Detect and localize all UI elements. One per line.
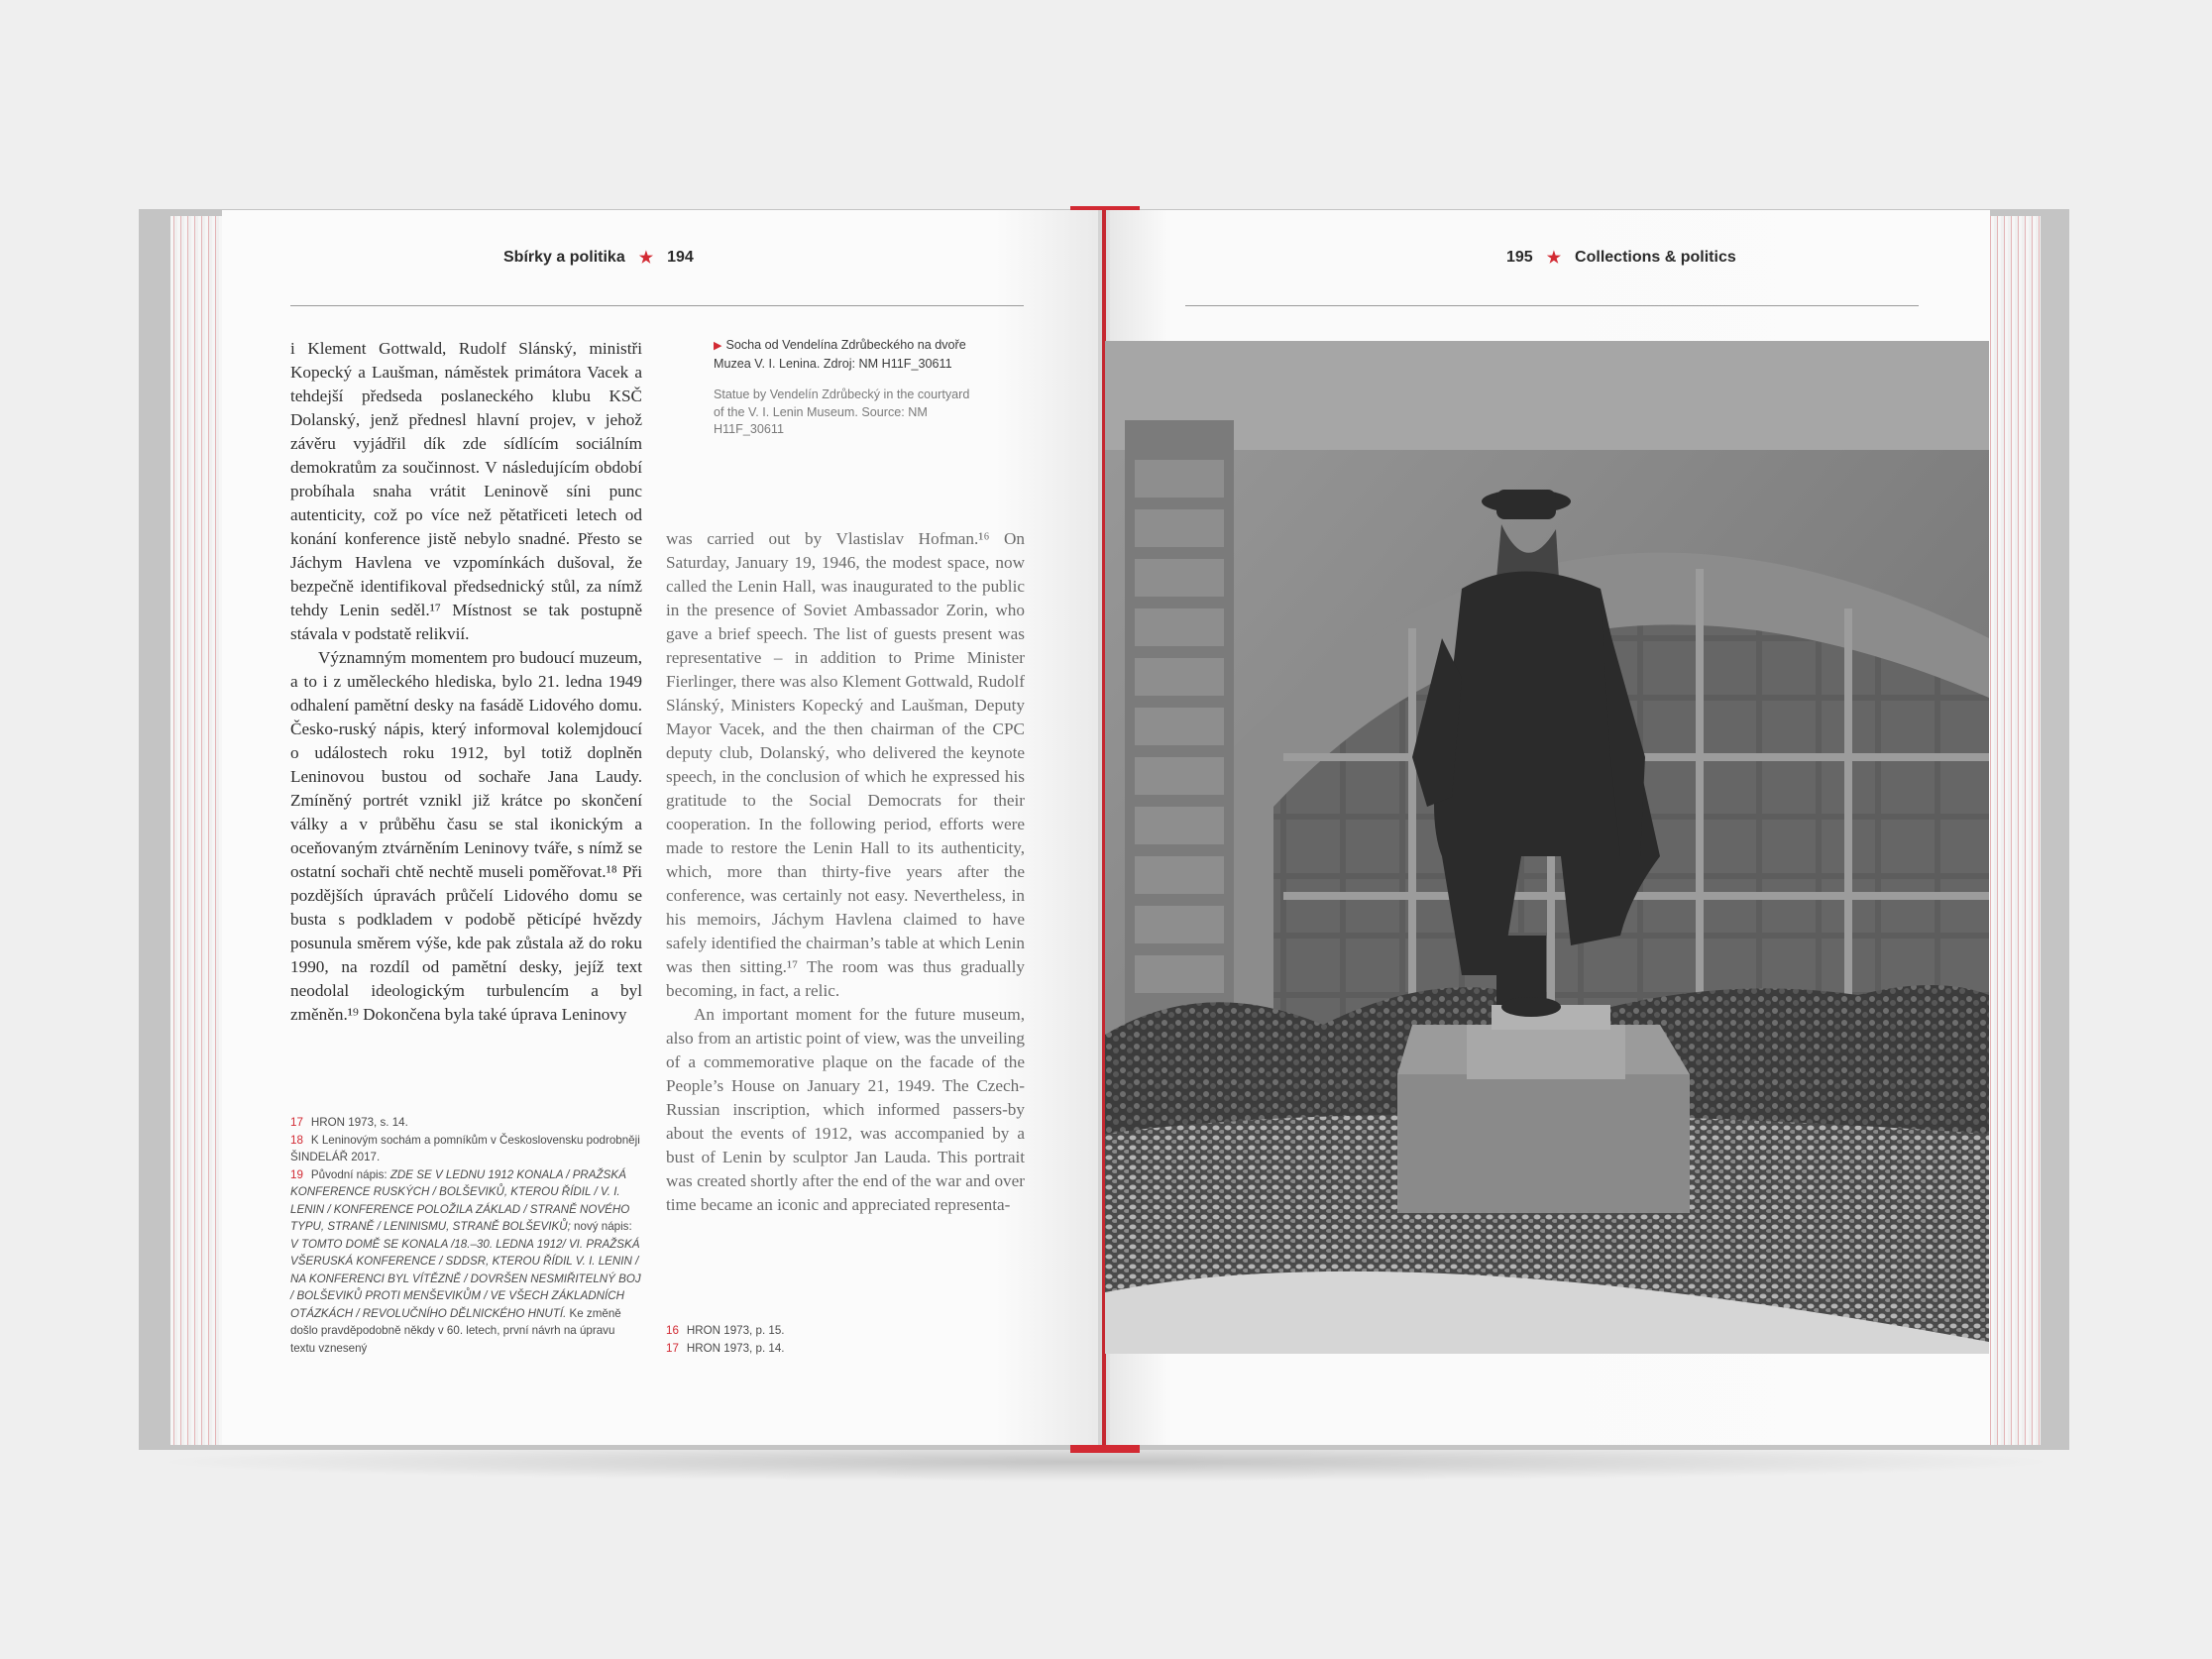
footnote-text: HRON 1973, p. 14. bbox=[686, 1341, 785, 1355]
footnote-inscription: ZDE SE V LEDNU 1912 KONALA / PRAŽSKÁ KONFERENCE RUSKÝCH / BOLŠEVIKŮ, KTEROU ŘÍDIL / V. I. LENIN / KONFERENCE POLOŽILA ZÁKLAD / STRANĚ NOVÉHO TYPU, STRANĚ / LENINISMU, STRANĚ BOLŠEVIKŮ; bbox=[290, 1167, 630, 1233]
right-page-number: 195 bbox=[1506, 249, 1533, 266]
footnote bbox=[290, 1132, 642, 1166]
footnote-number: 16 bbox=[666, 1324, 679, 1337]
footnote bbox=[290, 1166, 642, 1358]
caption-czech bbox=[714, 337, 981, 373]
statue-photo-illustration bbox=[1105, 341, 1989, 1354]
english-text-column bbox=[666, 527, 1025, 1217]
page-edges-right bbox=[1987, 216, 2041, 1445]
triangle-right-icon: ▶ bbox=[714, 340, 722, 352]
footnote bbox=[666, 1322, 1025, 1340]
footnote-text: nový nápis: bbox=[570, 1220, 632, 1233]
footnote-number: 19 bbox=[290, 1167, 303, 1181]
caption-english: Statue by Vendelín Zdrůbecký in the courtyard of the V. I. Lenin Museum. Source: NM H11F_30611 bbox=[714, 387, 970, 436]
left-header-rule bbox=[290, 305, 1024, 306]
right-header-title: Collections & politics bbox=[1575, 249, 1736, 266]
footnote-text: HRON 1973, s. 14. bbox=[310, 1116, 408, 1129]
czech-paragraph: Významným momentem pro budoucí muzeum, a to i z uměleckého hlediska, bylo 21. ledna 1949 odhalení pamětní desky na fasádě Lidového domu. Česko-ruský nápis, který informoval kolemjdoucí o událostech roku 1912, byl totiž doplněn Leninovou bustou od sochaře Jana Laudy. Zmíněný portrét vznikl již krátce po skončení války a v průběhu času se stal ikonickým a oceňovaným ztvárněním Leninovy tváře, s nímž se ostatní sochaři chtě nechtě museli poměřovat.¹⁸ Při pozdějších úpravách průčelí Lidového domu se busta s podkladem v podobě pěticípé hvězdy posunula směrem výše, kde pak zůstala až do roku 1990, na rozdíl od pamětní desky, jejíž text neodolal ideologickým turbulencím a byl změněn.¹⁹ Dokončena byla také úprava Leninovy bbox=[290, 648, 642, 1024]
footnote bbox=[666, 1340, 1025, 1358]
caption-czech-text: Socha od Vendelína Zdrůbeckého na dvoře Muzea V. I. Lenina. Zdroj: NM H11F_30611 bbox=[714, 338, 966, 371]
star-icon: ★ bbox=[1546, 250, 1562, 267]
english-paragraph: An important moment for the future museum, also from an artistic point of view, was the unveiling of a commemorative plaque on the facade of the People’s House on January 21, 1949. The Czech-Russian inscription, which informed passers-by about the events of 1912, was accompanied by a bust of Lenin by sculptor Jan Lauda. This portrait was created shortly after the end of the war and over time became an iconic and appreciated representa- bbox=[666, 1005, 1025, 1214]
footnote bbox=[290, 1114, 642, 1132]
czech-paragraph: i Klement Gottwald, Rudolf Slánský, ministři Kopecký a Laušman, náměstek primátora Vacek a tehdejší předseda poslaneckého klubu KSČ Dolanský, jenž přednesl hlavní projev, v jehož závěru vyjádřil dík zde sídlícím sociálním demokratům za součinnost. V následujícím období probíhala snaha vrátit Leninově síni punc autenticity, což po více než pětatřiceti letech od konání konference jistě nebylo snadné. Přesto se Jáchym Havlena ve vzpomínkách dušoval, že bezpečně identifikoval předsednický stůl, za nímž tehdy Lenin seděl.¹⁷ Místnost se tak postupně stávala v podstatě relikvií. bbox=[290, 339, 642, 643]
czech-footnotes bbox=[290, 1114, 642, 1357]
photo-caption bbox=[714, 337, 981, 439]
czech-text-column bbox=[290, 337, 642, 1027]
left-running-head bbox=[503, 248, 694, 268]
footnote-text: K Leninovým sochám a pomníkům v Československu podrobněji ŠINDELÁŘ 2017. bbox=[290, 1133, 640, 1163]
left-header-title: Sbírky a politika bbox=[503, 249, 625, 266]
star-icon: ★ bbox=[638, 250, 654, 267]
footnote-number: 17 bbox=[290, 1116, 303, 1129]
footnote-text: HRON 1973, p. 15. bbox=[686, 1324, 785, 1337]
footnote-number: 18 bbox=[290, 1133, 303, 1147]
footnote-number: 17 bbox=[666, 1341, 679, 1355]
english-footnotes bbox=[666, 1322, 1025, 1357]
left-page-number: 194 bbox=[667, 249, 694, 266]
english-paragraph: was carried out by Vlastislav Hofman.¹⁶ On Saturday, January 19, 1946, the modest space, now called the Lenin Hall, was inaugurated to the public in the presence of Soviet Ambassador Zorin, who gave a brief speech. The list of guests present was representative – in addition to Prime Minister Fierlinger, there was also Klement Gottwald, Rudolf Slánský, Ministers Kopecký and Laušman, Deputy Mayor Vacek, and the then chairman of the CPC deputy club, Dolanský, who delivered the keynote speech, in the conclusion of which he expressed his gratitude to the Social Democrats for their cooperation. In the following period, efforts were made to restore the Lenin Hall to its authenticity, which, more than thirty-five years after the conference, was certainly not easy. Nevertheless, in his memoirs, Jáchym Havlena claimed to have safely identified the chairman’s table at which Lenin was then sitting.¹⁷ The room was thus gradually becoming, in fact, a relic. bbox=[666, 529, 1025, 1000]
page-edges-left bbox=[170, 216, 224, 1445]
footnote-inscription: V TOMTO DOMĚ SE KONALA /18.–30. LEDNA 1912/ VI. PRAŽSKÁ VŠERUSKÁ KONFERENCE / SDDSR, KTEROU ŘÍDIL V. I. LENIN / NA KONFERENCI BYL VÍTĚZNĚ / DOVRŠEN NESMIŘITELNÝ BOJ / BOLŠEVIKŮ PROTI MENŠEVIKŮM / VE VŠECH ZÁKLADNÍCH OTÁZKÁCH / REVOLUČNÍHO DĚLNICKÉHO HNUTÍ. bbox=[290, 1237, 641, 1320]
right-header-rule bbox=[1185, 305, 1919, 306]
statue-photo bbox=[1105, 341, 1989, 1354]
right-running-head bbox=[1506, 248, 1736, 268]
footnote-text: Původní nápis: bbox=[310, 1167, 390, 1181]
footnote-text: Ke změně došlo pravděpodobně někdy v 60. letech, první návrh na úpravu textu vznesený bbox=[290, 1306, 621, 1355]
